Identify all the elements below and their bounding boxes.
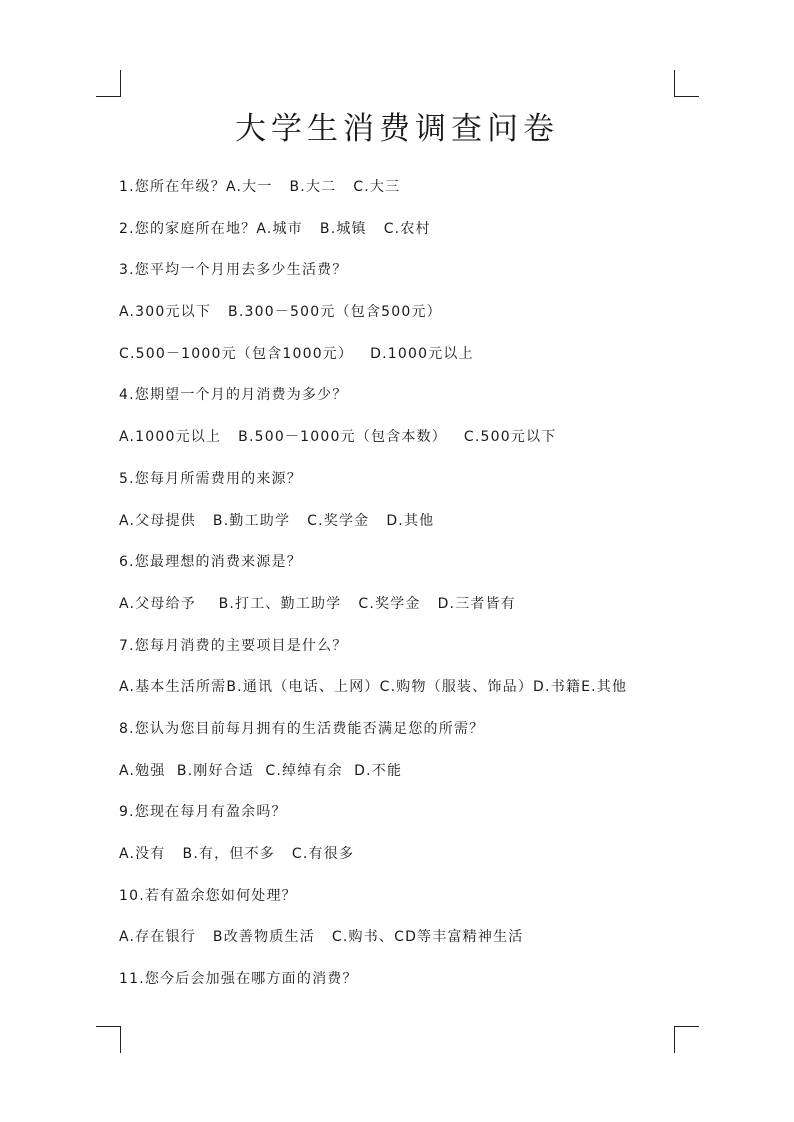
question-11-line: 11.您今后会加强在哪方面的消费？ [119, 971, 358, 988]
crop-mark-top-right [674, 70, 699, 97]
question-3-options-a-b: A.300元以下 B.300－500元（包含500元） [119, 304, 442, 321]
question-7-options: A.基本生活所需B.通讯（电话、上网）C.购物（服装、饰品）D.书籍E.其他 [119, 679, 628, 696]
crop-mark-bottom-right [674, 1026, 699, 1053]
question-4-line: 4.您期望一个月的月消费为多少？ [119, 387, 348, 404]
question-6-line: 6.您最理想的消费来源是？ [119, 554, 302, 571]
question-8-line: 8.您认为您目前每月拥有的生活费能否满足您的所需？ [119, 720, 485, 737]
question-7-line: 7.您每月消费的主要项目是什么？ [119, 637, 348, 654]
question-10-line: 10.若有盈余您如何处理？ [119, 887, 297, 904]
question-2-line: 2.您的家庭所在地？A.城市 B.城镇 C.农村 [119, 220, 431, 237]
question-9-line: 9.您现在每月有盈余吗？ [119, 804, 287, 821]
questionnaire-body [119, 170, 719, 1004]
question-3-line: 3.您平均一个月用去多少生活费？ [119, 262, 348, 279]
document-title: 大学生消费调查问卷 [235, 111, 559, 147]
question-8-options: A.勉强 B.刚好合适 C.绰绰有余 D.不能 [119, 762, 403, 779]
question-5-options: A.父母提供 B.勤工助学 C.奖学金 D.其他 [119, 512, 435, 529]
question-4-options: A.1000元以上 B.500－1000元（包含本数） C.500元以下 [119, 429, 557, 446]
question-10-options: A.存在银行 B改善物质生活 C.购书、CD等丰富精神生活 [119, 929, 524, 946]
question-3-options-c-d: C.500－1000元（包含1000元） D.1000元以上 [119, 345, 474, 362]
question-1-line: 1.您所在年级？A.大一 B.大二 C.大三 [119, 179, 401, 195]
question-5-line: 5.您每月所需费用的来源？ [119, 470, 302, 487]
crop-mark-bottom-left [96, 1026, 121, 1053]
crop-mark-top-left [96, 70, 121, 97]
question-9-options: A.没有 B.有，但不多 C.有很多 [119, 846, 355, 862]
question-6-options: A.父母给予 B.打工、勤工助学 C.奖学金 D.三者皆有 [119, 595, 516, 612]
